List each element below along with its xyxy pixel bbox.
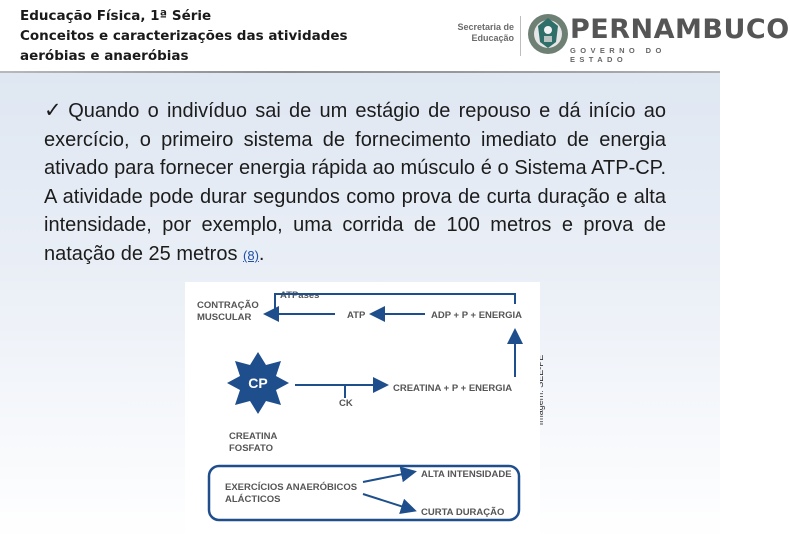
title-line-2: Conceitos e caracterizações das atividades (20, 28, 348, 44)
secretaria-line-2: Educação (471, 33, 514, 43)
exercicios-line-2: ALÁCTICOS (225, 494, 281, 505)
cp-label: CP (248, 375, 268, 391)
contracao-line-1: CONTRAÇÃO (197, 300, 259, 311)
cp-star-icon (227, 352, 289, 414)
slide-header (0, 0, 790, 72)
pernambuco-logo (452, 10, 790, 64)
check-icon: ✓ (44, 99, 65, 122)
slide-content (0, 73, 720, 540)
exercicios-line-1: EXERCÍCIOS ANAERÓBICOS (225, 482, 358, 493)
creatina-fosfato-line-2: FOSFATO (229, 443, 273, 454)
atpases-label: ATPases (280, 290, 320, 301)
creatina-fosfato-line-1: CREATINA (229, 431, 278, 442)
brand-name: PERNAMBUCO (570, 14, 790, 45)
alta-intensidade-label: ALTA INTENSIDADE (421, 469, 512, 480)
image-credit-text: Imagem: SEE-PE (535, 354, 545, 426)
slide-title (20, 6, 440, 66)
arrow-to-alta (363, 472, 413, 482)
brand-subtitle: GOVERNO DO ESTADO (570, 46, 666, 64)
paragraph-text: Quando o indivíduo sai de um estágio de repouso e dá início ao exercício, o primeiro sistema de fornecimento imediato de energia ativado para fornecer energia rápida ao músculo é o Sistema ATP-CP. A atividade pode durar segundos como prova de curta duração e alta intensidade, por exemplo, uma corrida de 100 metros e prova de natação de 25 metros (44, 100, 666, 265)
arrow-to-curta (363, 494, 413, 510)
state-seal-icon (526, 12, 570, 56)
contracao-line-2: MUSCULAR (197, 312, 252, 323)
paragraph-end: . (258, 242, 265, 265)
ck-label: CK (339, 398, 353, 409)
title-line-3: aeróbias e anaeróbias (20, 48, 189, 64)
logo-divider (520, 16, 521, 56)
title-line-1: Educação Física, 1ª Série (20, 8, 212, 24)
secretaria-line-1: Secretaria de (457, 22, 514, 32)
atp-label: ATP (347, 310, 366, 321)
atp-cp-diagram (185, 282, 540, 540)
creatina-p-label: CREATINA + P + ENERGIA (393, 383, 513, 394)
adp-label: ADP + P + ENERGIA (431, 310, 522, 321)
bullet-paragraph (44, 97, 666, 271)
secretaria-label (452, 22, 514, 44)
curta-duracao-label: CURTA DURAÇÃO (421, 507, 505, 518)
reference-link[interactable]: (8) (243, 247, 259, 263)
